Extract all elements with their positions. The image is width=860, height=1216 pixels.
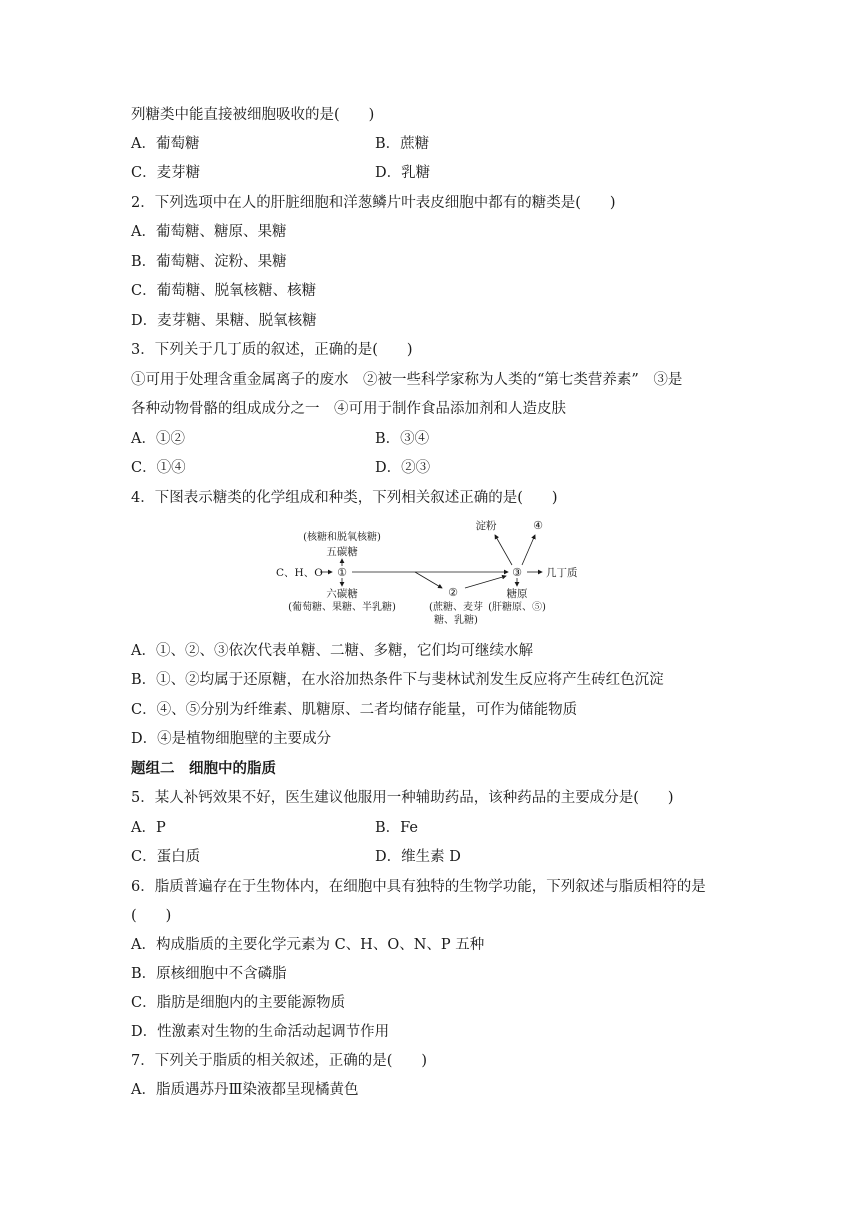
q2-option-d: D．麦芽糖、果糖、脱氧核糖 bbox=[131, 313, 317, 329]
q1-option-a: A．葡萄糖 bbox=[131, 136, 200, 152]
q3-stem: 3．下列关于几丁质的叙述，正确的是( ) bbox=[131, 342, 413, 358]
q4-option-a: A．①、②、③依次代表单糖、二糖、多糖，它们均可继续水解 bbox=[131, 643, 533, 659]
node-3: ③ bbox=[512, 566, 522, 579]
q1-option-c: C．麦芽糖 bbox=[131, 165, 201, 181]
q2-option-a: A．葡萄糖、糖原、果糖 bbox=[131, 224, 287, 240]
q1-stem: 列糖类中能直接被细胞吸收的是( ) bbox=[131, 107, 375, 123]
q4-stem: 4．下图表示糖类的化学组成和种类，下列相关叙述正确的是( ) bbox=[131, 490, 558, 506]
disaccharide-examples-line1: (蔗糖、麦芽 bbox=[429, 602, 483, 613]
node-2: ② bbox=[448, 586, 458, 599]
pentose-label: 五碳糖 bbox=[326, 546, 358, 558]
q6-option-a: A．构成脂质的主要化学元素为 C、H、O、N、P 五种 bbox=[131, 937, 485, 953]
q6-option-d: D．性激素对生物的生命活动起调节作用 bbox=[131, 1024, 390, 1040]
q3-desc-line2: 各种动物骨骼的组成成分之一 ④可用于制作食品添加剂和人造皮肤 bbox=[131, 401, 566, 417]
q6-stem-line2: ( ) bbox=[131, 908, 172, 924]
q2-option-c: C．葡萄糖、脱氧核糖、核糖 bbox=[131, 283, 317, 299]
elements-label: C、H、O bbox=[276, 567, 323, 579]
carbohydrate-diagram bbox=[270, 512, 630, 632]
hexose-examples-label: (葡萄糖、果糖、半乳糖) bbox=[288, 602, 396, 613]
q3-option-b: B．③④ bbox=[375, 431, 430, 447]
q7-option-a: A．脂质遇苏丹Ⅲ染液都呈现橘黄色 bbox=[131, 1082, 359, 1098]
q6-stem-line1: 6．脂质普遍存在于生物体内，在细胞中具有独特的生物学功能，下列叙述与脂质相符的是 bbox=[131, 879, 706, 895]
glycogen-label: 糖原 bbox=[506, 588, 528, 600]
q6-option-b: B．原核细胞中不含磷脂 bbox=[131, 966, 287, 982]
q3-option-c: C．①④ bbox=[131, 460, 186, 476]
q3-option-d: D．②③ bbox=[375, 460, 431, 476]
node-1: ① bbox=[337, 566, 347, 579]
q5-option-c: C．蛋白质 bbox=[131, 849, 201, 865]
pentose-examples-label: (核糖和脱氧核糖) bbox=[303, 532, 381, 543]
q2-stem: 2．下列选项中在人的肝脏细胞和洋葱鳞片叶表皮细胞中都有的糖类是( ) bbox=[131, 195, 616, 211]
hexose-label: 六碳糖 bbox=[326, 588, 358, 600]
node-4: ④ bbox=[533, 519, 543, 532]
q3-option-a: A．①② bbox=[131, 431, 185, 447]
q4-option-c: C．④、⑤分别为纤维素、肌糖原、二者均储存能量，可作为储能物质 bbox=[131, 702, 578, 718]
glycogen-examples-label: (肝糖原、⑤) bbox=[488, 602, 546, 613]
q4-option-d: D．④是植物细胞壁的主要成分 bbox=[131, 731, 332, 747]
disaccharide-examples-line2: 糖、乳糖) bbox=[434, 615, 478, 626]
q5-option-b: B．Fe bbox=[375, 820, 419, 836]
q1-option-b: B．蔗糖 bbox=[375, 136, 430, 152]
chitin-label: 几丁质 bbox=[546, 567, 578, 579]
q5-option-a: A．P bbox=[131, 820, 166, 836]
q5-option-d: D．维生素 D bbox=[375, 849, 461, 865]
q4-option-b: B．①、②均属于还原糖，在水浴加热条件下与斐林试剂发生反应将产生砖红色沉淀 bbox=[131, 672, 664, 688]
q6-option-c: C．脂肪是细胞内的主要能源物质 bbox=[131, 995, 346, 1011]
q7-stem: 7．下列关于脂质的相关叙述，正确的是( ) bbox=[131, 1053, 428, 1069]
q3-desc-line1: ①可用于处理含重金属离子的废水 ②被一些科学家称为人类的“第七类营养素” ③是 bbox=[131, 372, 683, 388]
q2-option-b: B．葡萄糖、淀粉、果糖 bbox=[131, 254, 287, 270]
q5-stem: 5．某人补钙效果不好，医生建议他服用一种辅助药品，该种药品的主要成分是( ) bbox=[131, 790, 674, 806]
q1-option-d: D．乳糖 bbox=[375, 165, 431, 181]
group2-heading: 题组二 细胞中的脂质 bbox=[131, 760, 276, 777]
starch-label: 淀粉 bbox=[475, 520, 497, 532]
